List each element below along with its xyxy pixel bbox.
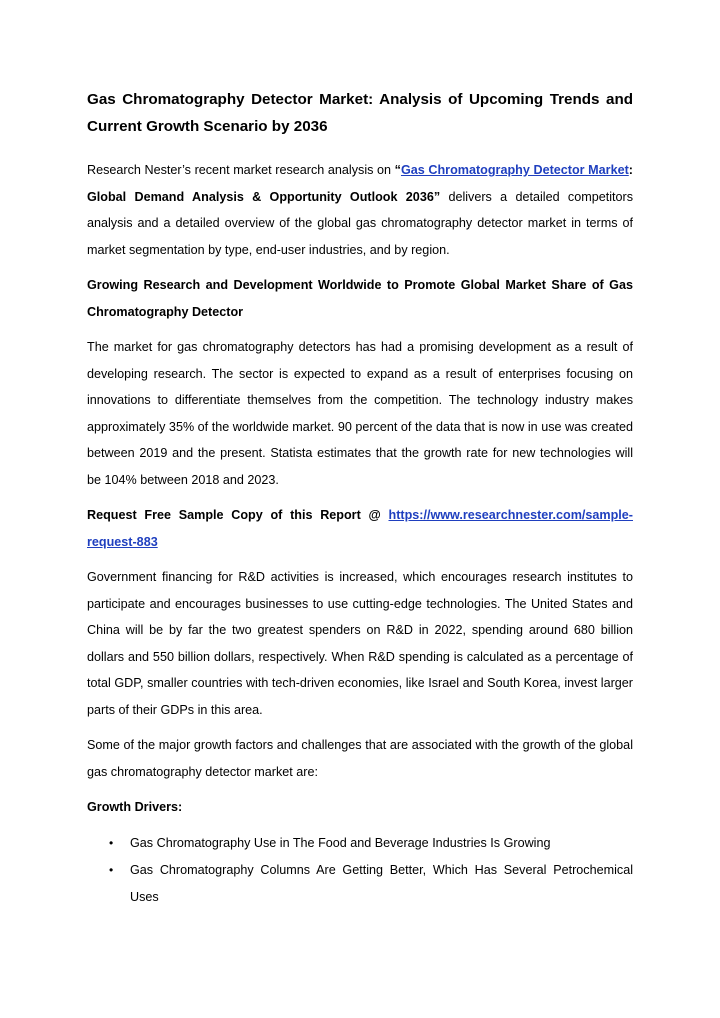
list-item <box>87 857 633 910</box>
report-title-link[interactable]: Gas Chromatography Detector Market <box>400 163 629 177</box>
list-item <box>87 830 633 857</box>
list-item-text: Gas Chromatography Use in The Food and Beverage Industries Is Growing <box>130 835 551 850</box>
document-page <box>87 86 633 911</box>
growth-drivers-list <box>87 830 633 911</box>
intro-prefix: Research Nester’s recent market research analysis on <box>87 163 395 177</box>
list-item-text: Gas Chromatography Columns Are Getting Better, Which Has Several Petrochemical Uses <box>130 863 633 904</box>
growth-drivers-heading: Growth Drivers: <box>87 800 183 814</box>
bullet-icon: • <box>109 835 114 850</box>
section3-paragraph: Some of the major growth factors and challenges that are associated with the growth of the global gas chromatography detector market are: <box>87 738 633 779</box>
section1-paragraph: The market for gas chromatography detectors has had a promising development as a result of developing research. The sector is expected to expand as a result of enterprises focusing on innovations to differentiate themselves from the competition. The technology industry makes approximately 35% of the worldwide market. 90 percent of the data that is now in use was created between 2019 and the present. Statista estimates that the growth rate for new technologies will be 104% between 2018 and 2023. <box>87 340 633 487</box>
bullet-icon: • <box>109 863 114 877</box>
intro-report-subtitle: : Global Demand Analysis & Opportunity Outlook 2036” <box>87 163 633 204</box>
intro-paragraph <box>87 157 633 263</box>
section2-paragraph: Government financing for R&D activities is increased, which encourages research institutes to participate and encourages businesses to use cutting-edge technologies. The United States and China will be by far the two greatest spenders on R&D in 2022, spending around 680 billion dollars and 550 billion dollars, respectively. When R&D spending is calculated as a percentage of total GDP, smaller countries with tech-driven economies, like Israel and South Korea, invest larger parts of their GDPs in this area. <box>87 570 633 717</box>
sample-request-link[interactable]: https://www.researchnester.com/sample-request-883 <box>87 508 633 549</box>
intro-open-quote: “ <box>394 163 401 177</box>
section1-heading: Growing Research and Development Worldwide to Promote Global Market Share of Gas Chromatography Detector <box>87 278 633 319</box>
page-title: Gas Chromatography Detector Market: Analysis of Upcoming Trends and Current Growth Scenario by 2036 <box>87 91 633 135</box>
sample-request-label: Request Free Sample Copy of this Report @ <box>87 508 389 522</box>
sample-request-line <box>87 502 633 555</box>
intro-suffix: delivers a detailed competitors analysis and a detailed overview of the global gas chromatography detector market in terms of market segmentation by type, end-user industries, and by region. <box>87 189 633 257</box>
